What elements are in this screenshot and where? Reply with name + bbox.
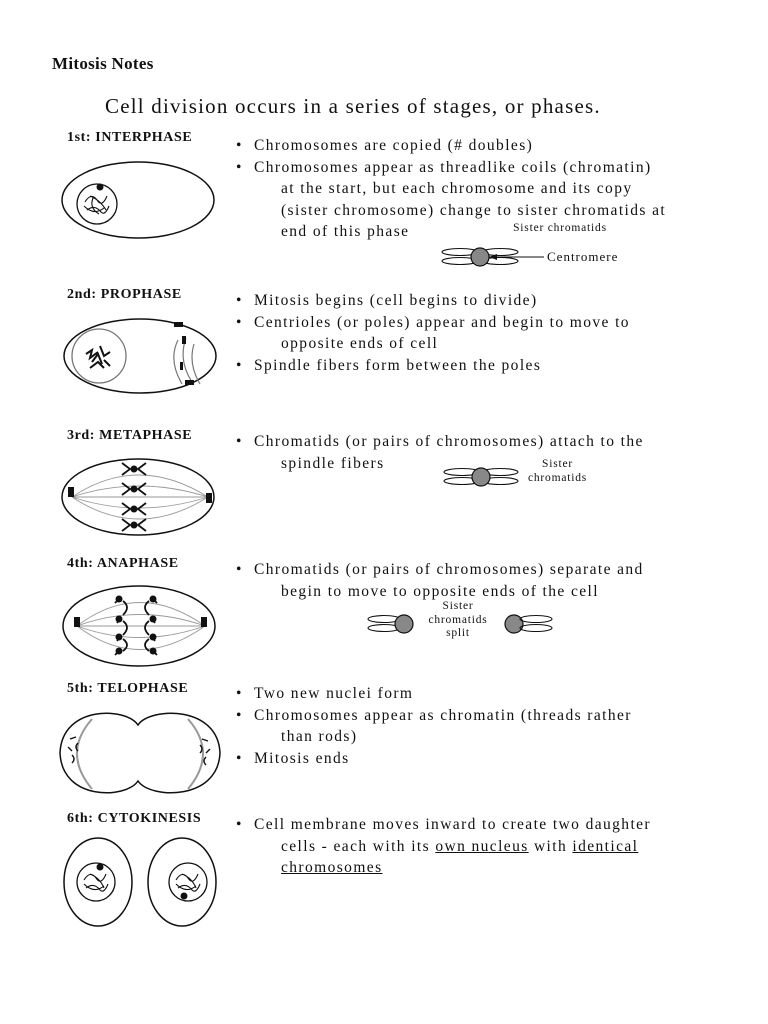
list-item: • Cell membrane moves inward to create two daughter bbox=[236, 816, 651, 833]
metaphase-chromatids-diagram bbox=[442, 464, 522, 490]
list-item: • Chromosomes appear as chromatin (threads rather bbox=[236, 706, 632, 724]
list-item: • Mitosis ends bbox=[236, 749, 350, 767]
list-item: • Centrioles (or poles) appear and begin to move to bbox=[236, 313, 630, 331]
list-item: • Mitosis begins (cell begins to divide) bbox=[236, 292, 538, 309]
list-item-continuation: at the start, but each chromosome and its copy bbox=[281, 180, 633, 197]
anaphase-cell-diagram bbox=[61, 583, 223, 669]
phase-label-prophase: 2nd: PROPHASE bbox=[67, 287, 182, 302]
sister-chromatids-diagram bbox=[440, 244, 550, 270]
phase-label-metaphase: 3rd: METAPHASE bbox=[67, 428, 193, 443]
cytokinesis-notes bbox=[236, 814, 651, 879]
phase-label-cytokinesis: 6th: CYTOKINESIS bbox=[67, 811, 202, 826]
list-item-continuation: (sister chromosome) change to sister chromatids at bbox=[281, 201, 667, 219]
list-item-continuation: spindle fibers bbox=[281, 454, 385, 472]
phase-label-anaphase: 4th: ANAPHASE bbox=[67, 556, 179, 571]
phase-label-telophase: 5th: TELOPHASE bbox=[67, 681, 189, 696]
list-item: • Two new nuclei form bbox=[236, 685, 414, 702]
centromere-label: Centromere bbox=[547, 249, 619, 264]
interphase-cell-diagram bbox=[60, 160, 220, 240]
list-item-continuation bbox=[236, 857, 651, 879]
prophase-notes bbox=[236, 290, 630, 376]
list-item-continuation: than rods) bbox=[281, 728, 358, 745]
telophase-notes bbox=[236, 683, 632, 769]
phase-label-interphase: 1st: INTERPHASE bbox=[67, 130, 193, 145]
anaphase-chromatid-left-diagram bbox=[366, 611, 418, 637]
anaphase-chromatids-split-label: Sister chromatids split bbox=[428, 600, 488, 639]
cytokinesis-cells-diagram bbox=[62, 834, 222, 930]
page-title: Mitosis Notes bbox=[52, 54, 154, 73]
list-item-continuation: end of this phase bbox=[281, 223, 410, 240]
telophase-cell-diagram bbox=[56, 705, 226, 801]
sister-chromatids-label: Sister chromatids bbox=[513, 222, 607, 234]
list-item: • Spindle fibers form between the poles bbox=[236, 356, 542, 374]
list-item: • Chromosomes are copied (# doubles) bbox=[236, 137, 534, 154]
list-item: • Chromosomes appear as threadlike coils (chromatin) bbox=[236, 158, 652, 176]
prophase-cell-diagram bbox=[62, 316, 222, 398]
list-item: • Chromatids (or pairs of chromosomes) attach to the bbox=[236, 433, 644, 450]
metaphase-chromatids-label: Sister chromatids bbox=[527, 458, 588, 484]
underlined-term-identical: identical bbox=[572, 837, 639, 855]
list-item-continuation: begin to move to opposite ends of the cell bbox=[281, 582, 599, 600]
anaphase-chromatid-right-diagram bbox=[504, 611, 556, 637]
list-item-continuation: opposite ends of cell bbox=[281, 335, 439, 352]
page-subtitle: Cell division occurs in a series of stages, or phases. bbox=[105, 94, 601, 118]
list-item-continuation: cells - each with its own nucleus with identical bbox=[281, 837, 639, 855]
underlined-term-own-nucleus: own nucleus bbox=[435, 837, 529, 855]
metaphase-cell-diagram bbox=[60, 455, 222, 539]
underlined-term-chromosomes: chromosomes bbox=[281, 859, 383, 876]
anaphase-notes bbox=[236, 559, 644, 602]
list-item: • Chromatids (or pairs of chromosomes) separate and bbox=[236, 561, 644, 578]
